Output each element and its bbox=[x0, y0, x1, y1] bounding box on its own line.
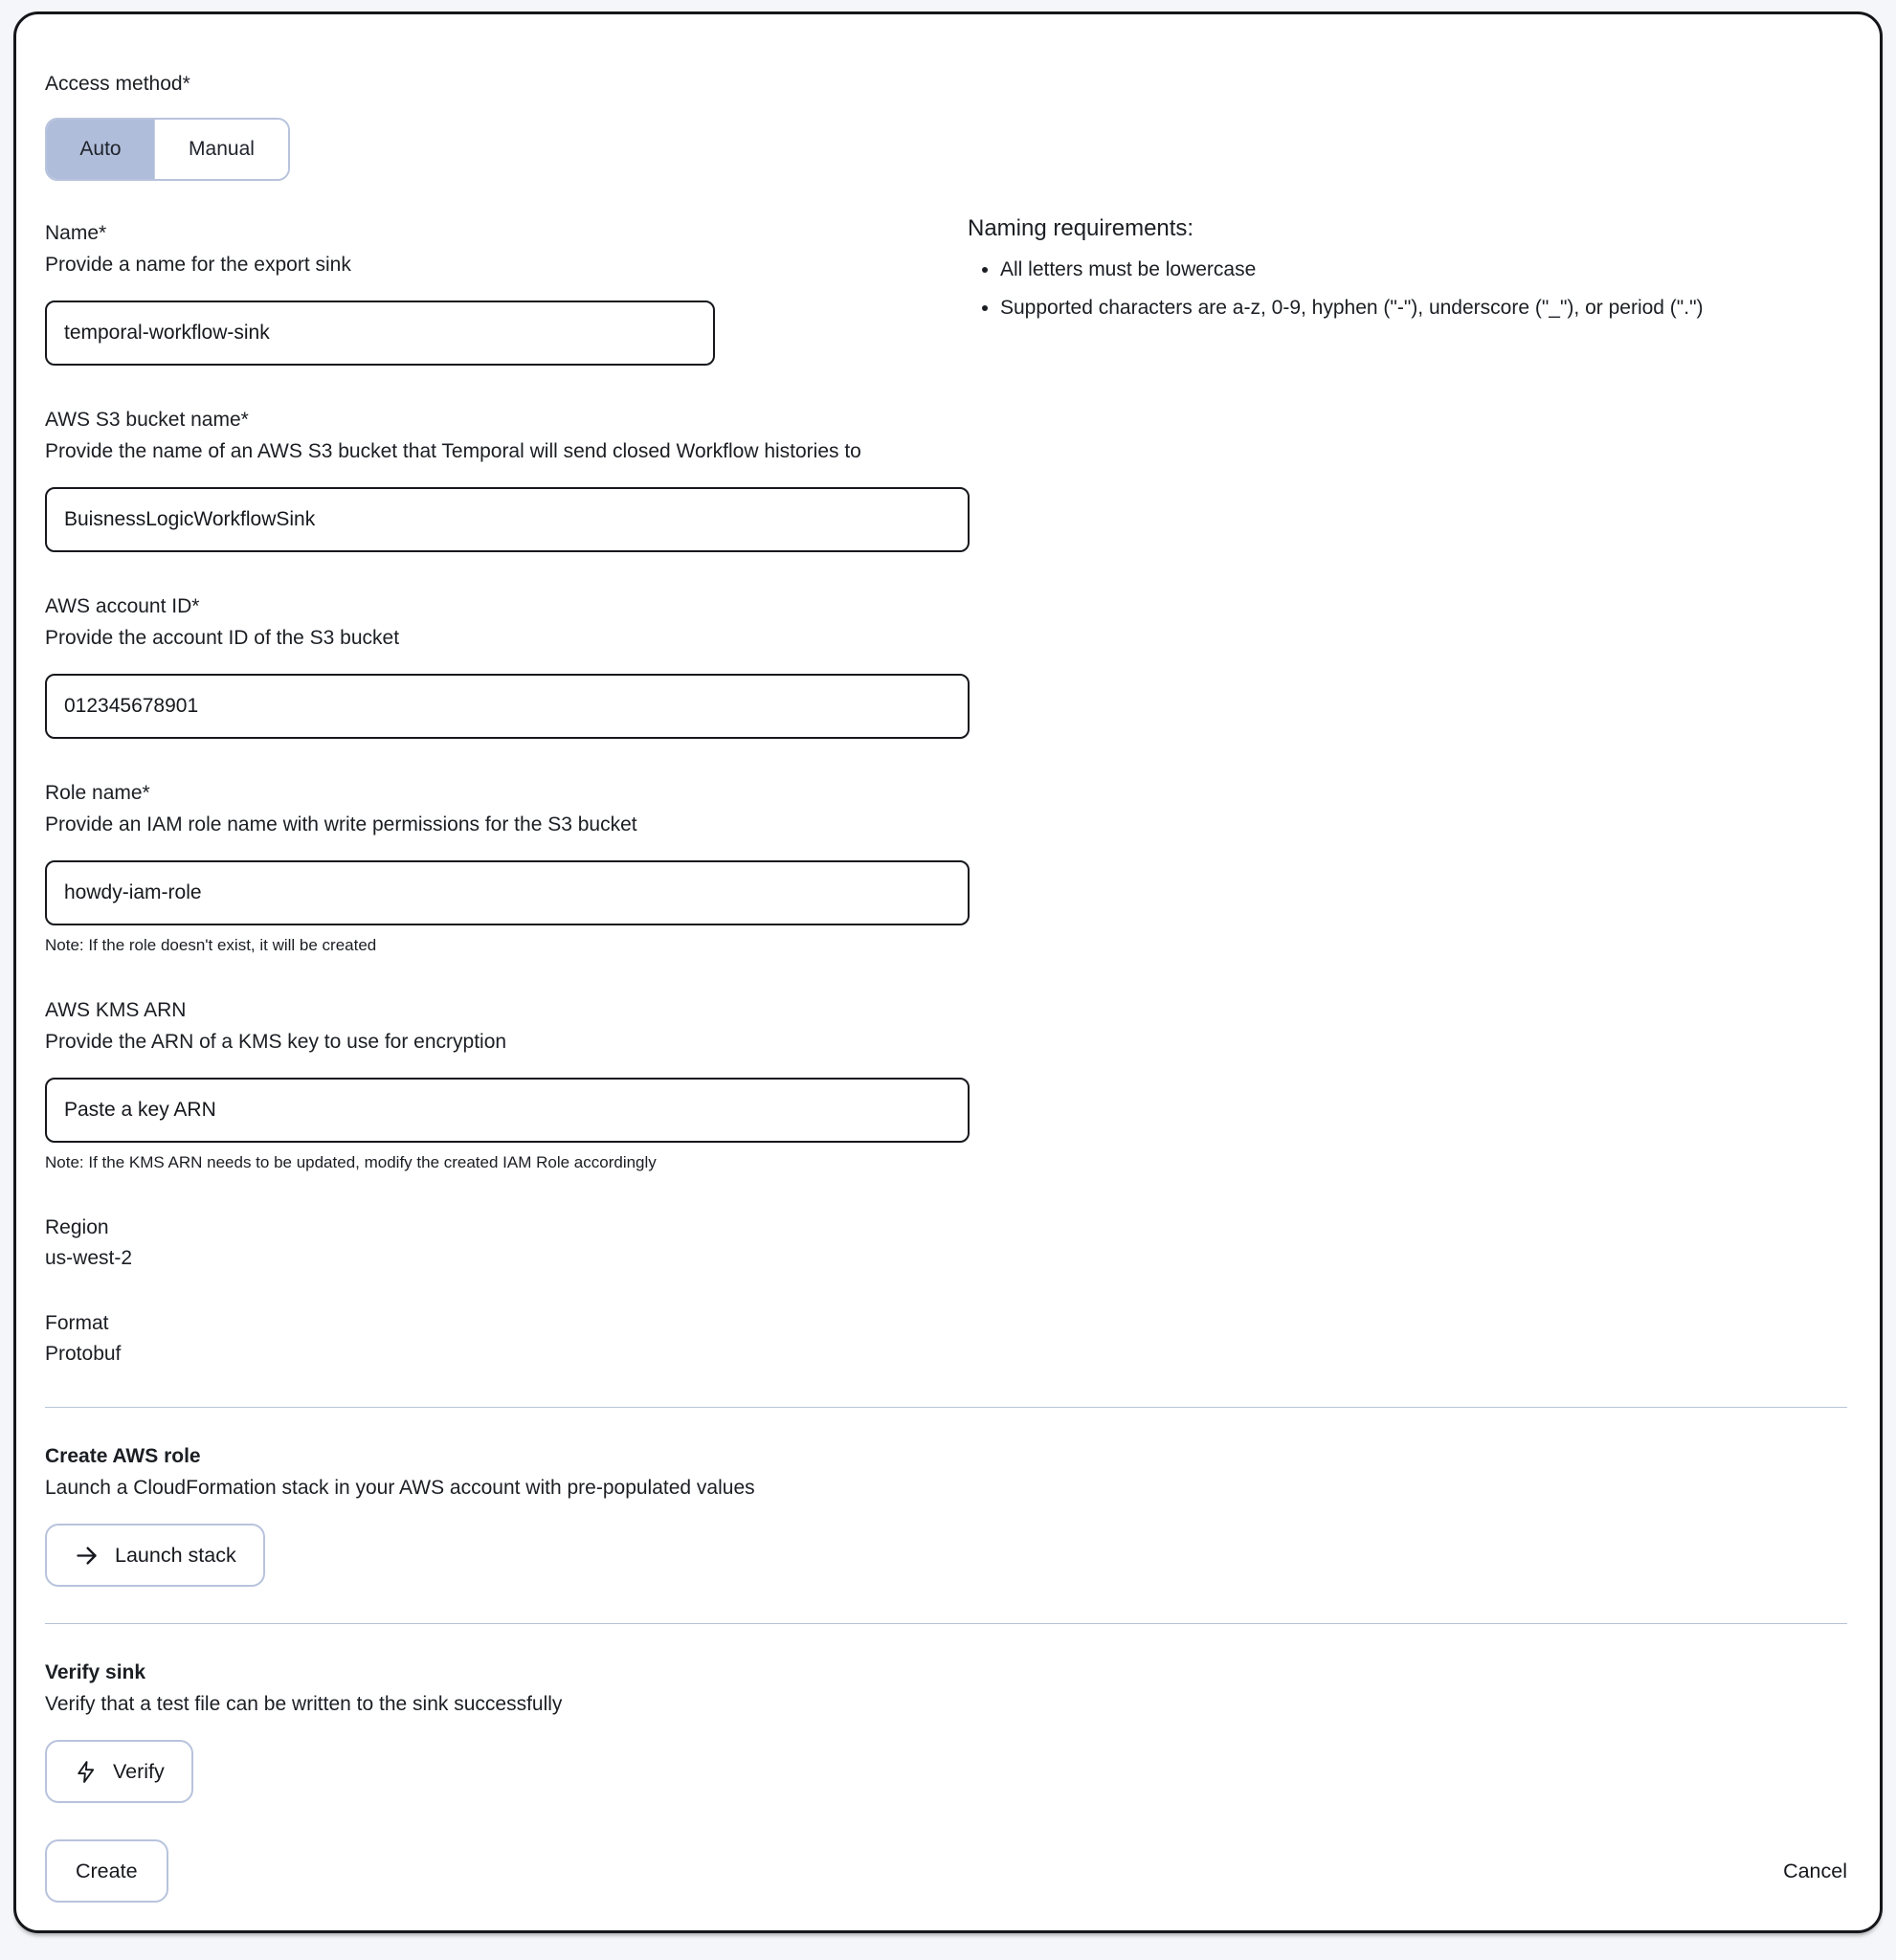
account-id-field-group bbox=[45, 594, 1847, 739]
region-value: us-west-2 bbox=[45, 1247, 133, 1269]
region-label: Region bbox=[45, 1216, 109, 1238]
access-method-label: Access method* bbox=[45, 73, 190, 95]
access-method-toggle bbox=[45, 118, 290, 181]
format-value: Protobuf bbox=[45, 1343, 122, 1365]
naming-requirements-title: Naming requirements: bbox=[968, 215, 1194, 241]
s3-bucket-description: Provide the name of an AWS S3 bucket that Temporal will send closed Workflow histories to bbox=[45, 440, 861, 462]
export-sink-form-card bbox=[13, 11, 1883, 1933]
account-id-input[interactable] bbox=[45, 674, 970, 739]
region-field bbox=[45, 1215, 1847, 1271]
naming-requirements-list bbox=[968, 256, 1714, 323]
arrow-right-icon bbox=[74, 1543, 100, 1569]
verify-sink-section bbox=[45, 1660, 1847, 1803]
create-button[interactable] bbox=[45, 1839, 168, 1903]
name-field-group bbox=[45, 215, 1847, 366]
name-label: Name* bbox=[45, 222, 107, 244]
verify-button-label: Verify bbox=[113, 1759, 165, 1783]
create-aws-role-description: Launch a CloudFormation stack in your AWS account with pre-populated values bbox=[45, 1477, 755, 1499]
s3-bucket-field-group bbox=[45, 408, 1847, 552]
name-input[interactable] bbox=[45, 301, 715, 366]
s3-bucket-label: AWS S3 bucket name* bbox=[45, 409, 249, 431]
access-method-option-auto[interactable] bbox=[47, 120, 154, 179]
divider bbox=[45, 1407, 1847, 1408]
role-name-input[interactable] bbox=[45, 860, 970, 925]
verify-sink-title: Verify sink bbox=[45, 1661, 146, 1683]
launch-stack-button[interactable] bbox=[45, 1524, 265, 1587]
role-name-note: Note: If the role doesn't exist, it will be created bbox=[45, 936, 377, 954]
access-method-option-manual-label: Manual bbox=[189, 138, 255, 160]
naming-requirement-item: • All letters must be lowercase bbox=[1000, 256, 1714, 284]
s3-bucket-input[interactable] bbox=[45, 487, 970, 552]
role-name-description: Provide an IAM role name with write permissions for the S3 bucket bbox=[45, 813, 637, 835]
cancel-button[interactable]: Cancel bbox=[1783, 1859, 1847, 1882]
verify-button[interactable] bbox=[45, 1740, 193, 1803]
lightning-bolt-icon bbox=[74, 1760, 98, 1784]
access-method-option-auto-label: Auto bbox=[79, 138, 122, 160]
create-aws-role-section bbox=[45, 1444, 1847, 1587]
kms-arn-note: Note: If the KMS ARN needs to be updated, modify the created IAM Role accordingly bbox=[45, 1153, 657, 1171]
kms-arn-field-group bbox=[45, 998, 1847, 1173]
create-aws-role-title: Create AWS role bbox=[45, 1445, 201, 1467]
kms-arn-description: Provide the ARN of a KMS key to use for encryption bbox=[45, 1031, 507, 1053]
kms-arn-input[interactable] bbox=[45, 1078, 970, 1143]
launch-stack-button-label: Launch stack bbox=[115, 1543, 236, 1567]
form-footer bbox=[45, 1839, 1847, 1903]
kms-arn-label: AWS KMS ARN bbox=[45, 999, 187, 1021]
role-name-label: Role name* bbox=[45, 782, 150, 804]
format-field bbox=[45, 1311, 1847, 1367]
divider bbox=[45, 1623, 1847, 1624]
role-name-field-group bbox=[45, 781, 1847, 956]
naming-requirement-item: • Supported characters are a-z, 0-9, hyphen ("-"), underscore ("_"), or period (".") bbox=[1000, 294, 1714, 323]
name-description: Provide a name for the export sink bbox=[45, 254, 351, 276]
verify-sink-description: Verify that a test file can be written to the sink successfully bbox=[45, 1693, 563, 1715]
format-label: Format bbox=[45, 1312, 109, 1334]
account-id-description: Provide the account ID of the S3 bucket bbox=[45, 627, 400, 649]
account-id-label: AWS account ID* bbox=[45, 595, 200, 617]
naming-requirements bbox=[968, 213, 1714, 332]
access-method-option-manual[interactable] bbox=[154, 120, 288, 179]
create-button-label: Create bbox=[76, 1859, 138, 1882]
